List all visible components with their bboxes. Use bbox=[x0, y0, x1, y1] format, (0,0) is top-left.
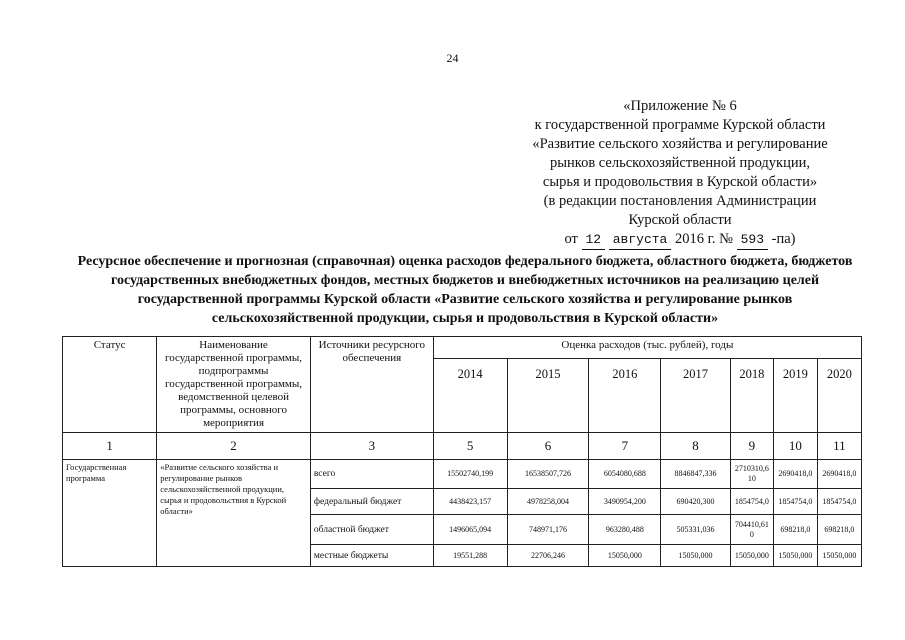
date-prefix: от bbox=[564, 231, 578, 247]
value-cell: 690420,300 bbox=[661, 489, 731, 515]
column-number: 9 bbox=[730, 433, 773, 460]
value-cell: 15502740,199 bbox=[433, 460, 507, 489]
header-status: Статус bbox=[63, 337, 157, 433]
column-number: 2 bbox=[157, 433, 311, 460]
date-suffix: -па) bbox=[771, 231, 796, 247]
column-number: 1 bbox=[63, 433, 157, 460]
page-number: 24 bbox=[446, 51, 459, 65]
source-label: всего bbox=[310, 460, 433, 489]
year-header: 2016 bbox=[589, 359, 661, 433]
header-estimate: Оценка расходов (тыс. рублей), годы bbox=[433, 337, 861, 359]
value-cell: 698218,0 bbox=[817, 515, 861, 545]
year-header: 2014 bbox=[433, 359, 507, 433]
header-sources: Источники ресурсного обеспечения bbox=[310, 337, 433, 433]
value-cell: 505331,036 bbox=[661, 515, 731, 545]
program-status: Государственная программа bbox=[63, 460, 157, 567]
value-cell: 1854754,0 bbox=[730, 489, 773, 515]
doc-number: 593 bbox=[737, 230, 768, 250]
source-label: федеральный бюджет bbox=[310, 489, 433, 515]
appendix-line: сырья и продовольствия в Курской области» bbox=[542, 174, 818, 190]
column-number: 3 bbox=[310, 433, 433, 460]
appendix-line: «Развитие сельского хозяйства и регулирование bbox=[532, 136, 828, 152]
value-cell: 15050,000 bbox=[773, 545, 817, 567]
column-number: 6 bbox=[507, 433, 589, 460]
document-title: Ресурсное обеспечение и прогнозная (справочная) оценка расходов федерального бюджета, областного бюджета, бюджетов государственных внебюджетных фондов, местных бюджетов и внебюджетных источников на реализацию целей государственной программы Курской области «Развитие сельского хозяйства и регулирование рынков сельскохозяйственной продукции, сырья и продовольствия в Курской области» bbox=[77, 254, 853, 326]
date-day: 12 bbox=[582, 230, 606, 250]
source-label: областной бюджет bbox=[310, 515, 433, 545]
value-cell: 8846847,336 bbox=[661, 460, 731, 489]
program-name: «Развитие сельского хозяйства и регулирование рынков сельскохозяйственной продукции, сырья и продовольствия в Курской области» bbox=[157, 460, 311, 567]
value-cell: 1854754,0 bbox=[817, 489, 861, 515]
value-cell: 2690418,0 bbox=[817, 460, 861, 489]
date-year-no: 2016 г. № bbox=[674, 231, 733, 247]
value-cell: 4978258,004 bbox=[507, 489, 589, 515]
value-cell: 15050,000 bbox=[730, 545, 773, 567]
value-cell: 4438423,157 bbox=[433, 489, 507, 515]
column-number: 11 bbox=[817, 433, 861, 460]
appendix-line: «Приложение № 6 bbox=[623, 98, 737, 114]
value-cell: 1854754,0 bbox=[773, 489, 817, 515]
value-cell: 22706,246 bbox=[507, 545, 589, 567]
date-month: августа bbox=[609, 230, 672, 250]
appendix-header bbox=[490, 97, 870, 250]
value-cell: 15050,000 bbox=[589, 545, 661, 567]
value-cell: 3490954,200 bbox=[589, 489, 661, 515]
value-cell: 698218,0 bbox=[773, 515, 817, 545]
header-name: Наименование государственной программы, подпрограммы государственной программы, ведомственной целевой программы, основного мероприятия bbox=[157, 337, 311, 433]
value-cell: 19551,288 bbox=[433, 545, 507, 567]
value-cell: 1496065,094 bbox=[433, 515, 507, 545]
column-number: 5 bbox=[433, 433, 507, 460]
value-cell: 16538507,726 bbox=[507, 460, 589, 489]
year-header: 2017 bbox=[661, 359, 731, 433]
value-cell: 6054080,688 bbox=[589, 460, 661, 489]
year-header: 2020 bbox=[817, 359, 861, 433]
resource-table bbox=[62, 336, 862, 567]
column-number: 10 bbox=[773, 433, 817, 460]
value-cell: 15050,000 bbox=[661, 545, 731, 567]
value-cell: 704410,61 0 bbox=[730, 515, 773, 545]
value-cell: 15050,000 bbox=[817, 545, 861, 567]
appendix-date-line bbox=[490, 230, 870, 250]
appendix-line: Курской области bbox=[628, 212, 732, 228]
appendix-line: к государственной программе Курской области bbox=[534, 117, 826, 133]
year-header: 2018 bbox=[730, 359, 773, 433]
column-number: 8 bbox=[661, 433, 731, 460]
value-cell: 2690418,0 bbox=[773, 460, 817, 489]
value-cell: 963280,488 bbox=[589, 515, 661, 545]
value-cell: 748971,176 bbox=[507, 515, 589, 545]
value-cell: 2710310,6 10 bbox=[730, 460, 773, 489]
appendix-line: (в редакции постановления Администрации bbox=[543, 193, 817, 209]
year-header: 2015 bbox=[507, 359, 589, 433]
appendix-line: рынков сельскохозяйственной продукции, bbox=[550, 155, 810, 171]
column-number: 7 bbox=[589, 433, 661, 460]
year-header: 2019 bbox=[773, 359, 817, 433]
source-label: местные бюджеты bbox=[310, 545, 433, 567]
